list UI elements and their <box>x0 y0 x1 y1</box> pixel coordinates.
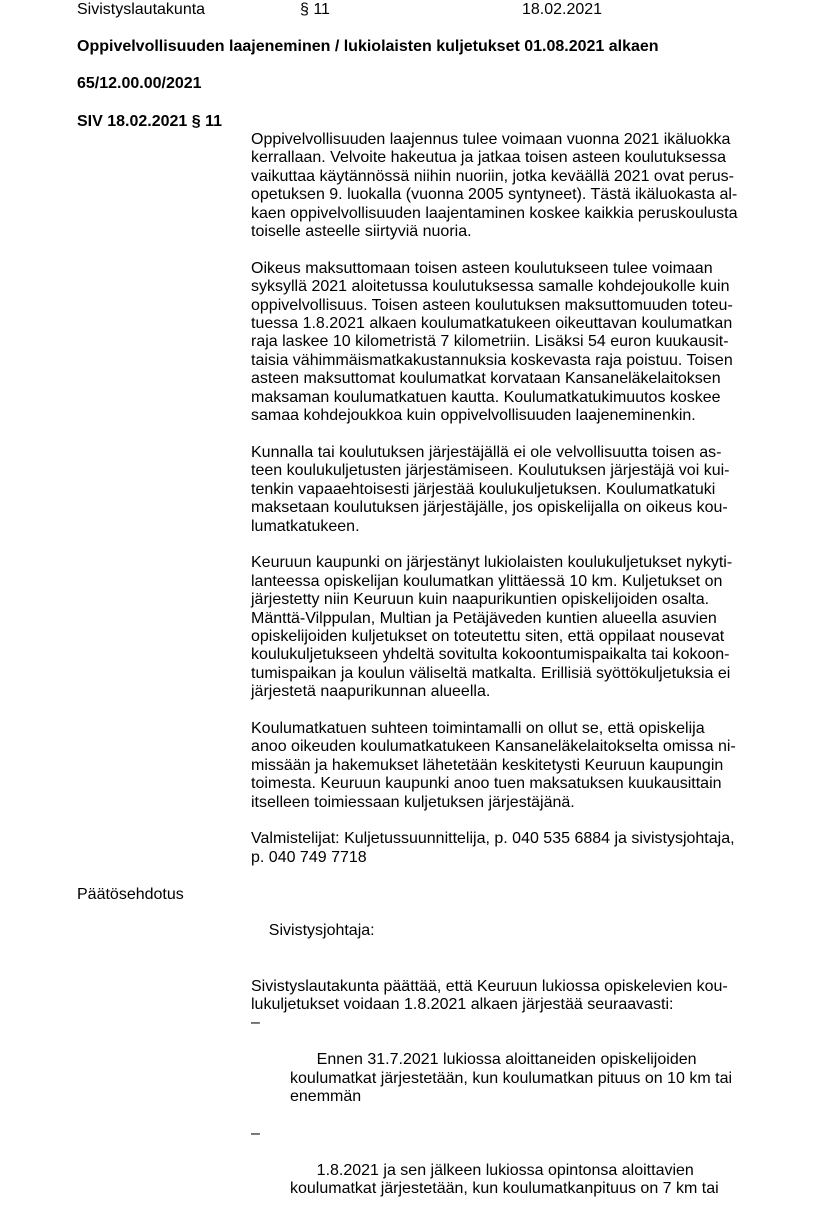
document-body <box>77 131 781 1217</box>
preparers-note: Valmistelijat: Kuljetussuunnittelija, p. 040 535 6884 ja sivistysjohtaja, p. 040 749 7718 <box>251 830 735 866</box>
list-dash-marker: – <box>251 1014 260 1032</box>
proposal-list <box>251 1014 781 1216</box>
paragraph-compulsory-education-extension: Oppivelvollisuuden laajennus tulee voimaan vuonna 2021 ikäluokka kerrallaan. Velvoite hakeutua ja jatkaa toisen asteen koulutuksessa vaikuttaa käytännössä niihin nuoriin, jotka keväällä 2021 ovat perus- opetuksen 9. luokalla (vuonna 2005 syntyneet). Tästä ikäluokasta al- kaen oppivelvollisuuden laajentaminen koskee kaikkia peruskoulusta toiselle asteelle siirtyviä nuoria. <box>251 131 738 241</box>
paragraph-transport-obligation: Kunnalla tai koulutuksen järjestäjällä ei ole velvollisuutta toisen as- teen koulukuljetusten järjestämiseen. Koulutuksen järjestäjä voi kui- tenkin vapaaehtoisesti järjestää koulukuljetuksen. Koulumatkatuki maksetaan koulutuksen järjestäjälle, jos opiskelijalla on oikeus kou- lumatkatukeen. <box>251 443 730 535</box>
meeting-reference: SIV 18.02.2021 § 11 <box>77 113 223 130</box>
proposal-list-item <box>251 1014 781 1124</box>
header-committee-name: Sivistyslautakunta <box>77 1 206 18</box>
paragraph-free-secondary-education: Oikeus maksuttomaan toisen asteen koulutukseen tulee voimaan syksyllä 2021 aloitetussa koulutuksessa samalle kohdejoukolle kuin oppivelvollisuus. Toisen asteen koulutuksen maksuttomuuden toteu- tuessa 1.8.2021 alkaen koulumatkatukeen oikeuttavan koulumatkan raja laskee 10 kilometristä 7 kilometriin. Lisäksi 54 euron kuukausit- taisia vähimmäismatkakustannuksia koskevasta raja poistuu. Toisen asteen maksuttomat koulumatkat korvataan Kansaneläkelaitoksen maksaman koulumatkatuen kautta. Koulumatkatukimuutos koskee samaa kohdejoukkoa kuin oppivelvollisuuden laajeneminenkin. <box>251 259 733 425</box>
document-title: Oppivelvollisuuden laajeneminen / lukiolaisten kuljetukset 01.08.2021 alkaen <box>77 38 659 55</box>
proposal-list-item <box>251 1125 781 1217</box>
proposal-row <box>77 885 781 960</box>
proposal-intro: Sivistyslautakunta päättää, että Keuruun lukiossa opiskelevien kou- lukuljetukset voidaan 1.8.2021 alkaen järjestää seuraavasti: <box>251 977 728 1013</box>
list-dash-marker: – <box>251 1124 260 1142</box>
list-item-text: Ennen 31.7.2021 lukiossa aloittaneiden opiskelijoiden koulumatkat järjestetään, kun koulumatkan pituus on 10 km tai enemmän <box>290 1051 733 1106</box>
list-item-text: 1.8.2021 ja sen jälkeen lukiossa opintonsa aloittavien koulumatkat järjestetään, kun koulumatkanpituus on 7 km tai <box>290 1161 719 1198</box>
case-number: 65/12.00.00/2021 <box>77 75 202 92</box>
paragraph-current-transport-arrangement: Keuruun kaupunki on järjestänyt lukiolaisten koulukuljetukset nykyti- lanteessa opiskelijan koulumatkan ylittäessä 10 km. Kuljetukset on järjestetty niin Keuruun kuin naapurikuntien opiskelijoiden osalta. Mänttä-Vilppulan, Multian ja Petäjäveden kuntien alueella asuvien opiskelijoiden kuljetukset on toteutettu siten, että oppilaat nousevat koulukuljetukseen yhdeltä sovitulta kokoontumispaikalta tai kokoon- tumispaikan ja koulun väliseltä matkalta. Erillisiä syöttökuljetuksia ei järjestetä naapurikunnan alueella. <box>251 554 733 701</box>
paragraph-travel-allowance-model: Koulumatkatuen suhteen toimintamalli on ollut se, että opiskelija anoo oikeuden koulumatkatukeen Kansaneläkelaitokselta omissa ni- missään ja hakemukset lähetetään keskitetysti Keuruun kaupungin toimesta. Keuruun kaupunki anoo tuen maksatuksen kuukausittain itselleen toimiessaan kuljetuksen järjestäjänä. <box>251 719 736 811</box>
header-meeting-date: 18.02.2021 <box>522 1 603 18</box>
header-section-number: § 11 <box>300 1 330 18</box>
proposal-label: Päätösehdotus <box>77 885 184 903</box>
proposer-label: Sivistysjohtaja: <box>268 922 375 940</box>
